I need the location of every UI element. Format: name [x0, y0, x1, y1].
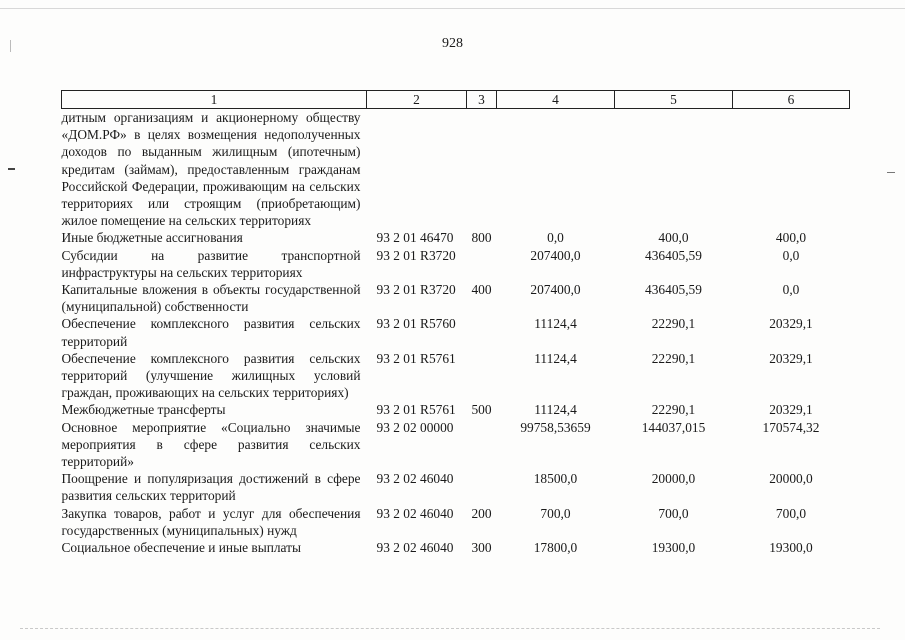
row-code: 93 2 02 46040 [376, 540, 454, 556]
row-value-col6: 700,0 [775, 505, 807, 521]
row-value-col4: 99758,53659 [520, 419, 591, 435]
row-code: 93 2 01 R3720 [376, 282, 456, 298]
row-expense-type [467, 470, 497, 504]
row-value-col5: 400,0 [658, 230, 689, 246]
header-col-2: 2 [367, 91, 467, 109]
row-value-col4: 18500,0 [533, 471, 578, 487]
row-value-col6: 0,0 [782, 247, 800, 263]
row-code [367, 109, 467, 230]
row-name: Капитальные вложения в объекты государственной (муниципальной) собственности [61, 282, 361, 315]
table-row [62, 419, 850, 471]
row-value-col6: 20000,0 [769, 471, 813, 487]
row-name: дитным организациям и акционерному обществу «ДОМ.РФ» в целях возмещения недополученных доходов по выданным жилищным (ипотечным) кредитам (займам), предоставленным гражданам Российской Федерации, проживающим на сельских территориях или строящим (приобретающим) жилое помещение на сельских территориях [61, 110, 361, 229]
table-row [62, 401, 850, 418]
row-value-col5: 19300,0 [651, 540, 696, 556]
row-name: Межбюджетные трансферты [61, 402, 226, 418]
table-row [62, 229, 850, 246]
scan-bottom-edge [20, 628, 880, 629]
row-name: Обеспечение комплексного развития сельских территорий (улучшение жилищных условий граждан, проживающих на сельских территориях) [61, 350, 361, 401]
row-value-col6: 0,0 [782, 282, 800, 298]
row-name: Поощрение и популяризация достижений в сфере развития сельских территорий [61, 471, 361, 504]
row-value-col6: 400,0 [775, 230, 807, 246]
budget-table [61, 90, 850, 556]
row-value-col4: 11124,4 [534, 316, 577, 332]
row-name: Субсидии на развитие транспортной инфраструктуры на сельских территориях [61, 247, 361, 280]
row-name: Обеспечение комплексного развития сельских территорий [61, 316, 361, 349]
header-col-6: 6 [733, 91, 850, 109]
row-value-col6: 170574,32 [762, 419, 820, 435]
row-value-col5: 20000,0 [651, 471, 696, 487]
row-name: Основное мероприятие «Социально значимые мероприятия в сфере развития сельских территорий» [61, 419, 361, 470]
row-value-col4 [497, 109, 615, 230]
row-expense-type [467, 109, 497, 230]
row-name: Иные бюджетные ассигнования [61, 230, 243, 246]
scan-top-edge [0, 8, 905, 9]
row-code: 93 2 02 00000 [376, 419, 454, 435]
row-value-col4: 11124,4 [534, 402, 577, 418]
row-value-col4: 0,0 [547, 230, 564, 246]
row-value-col5: 22290,1 [651, 402, 696, 418]
row-code: 93 2 01 R5761 [376, 402, 456, 418]
table-row [62, 470, 850, 504]
row-value-col5: 436405,59 [645, 247, 702, 263]
row-expense-type: 800 [471, 230, 492, 246]
table-row [62, 109, 850, 230]
table-row [62, 315, 850, 349]
row-name: Социальное обеспечение и иные выплаты [61, 540, 302, 556]
row-value-col6: 20329,1 [769, 316, 813, 332]
row-value-col5 [615, 109, 733, 230]
row-value-col5: 436405,59 [645, 282, 702, 298]
row-expense-type [467, 315, 497, 349]
row-value-col6: 20329,1 [769, 402, 813, 418]
scan-margin-mark-right [887, 172, 895, 173]
table-row [62, 539, 850, 556]
row-value-col6 [733, 109, 850, 230]
row-code: 93 2 01 R5761 [376, 350, 456, 366]
row-value-col4: 700,0 [540, 505, 571, 521]
row-code: 93 2 01 R5760 [376, 316, 456, 332]
row-value-col6: 20329,1 [769, 350, 813, 366]
row-value-col4: 11124,4 [534, 350, 577, 366]
header-col-5: 5 [615, 91, 733, 109]
table-row [62, 505, 850, 539]
header-col-1: 1 [62, 91, 367, 109]
header-col-3: 3 [467, 91, 497, 109]
row-expense-type: 400 [471, 282, 492, 298]
row-expense-type: 200 [471, 505, 492, 521]
row-expense-type [467, 419, 497, 471]
header-col-4: 4 [497, 91, 615, 109]
row-value-col5: 144037,015 [641, 419, 706, 435]
page-number: 928 [442, 36, 463, 51]
row-code: 93 2 02 46040 [376, 471, 454, 487]
row-expense-type: 300 [471, 540, 492, 556]
row-code: 93 2 02 46040 [376, 505, 454, 521]
row-expense-type [467, 350, 497, 402]
scan-margin-mark-left [8, 168, 15, 170]
row-value-col4: 207400,0 [530, 247, 581, 263]
row-expense-type: 500 [471, 402, 492, 418]
row-value-col5: 22290,1 [651, 350, 696, 366]
row-code: 93 2 01 46470 [376, 230, 454, 246]
row-value-col6: 19300,0 [769, 540, 813, 556]
row-name: Закупка товаров, работ и услуг для обеспечения государственных (муниципальных) нужд [61, 505, 361, 538]
row-value-col4: 207400,0 [530, 282, 581, 298]
row-value-col5: 22290,1 [651, 316, 696, 332]
row-value-col5: 700,0 [658, 505, 689, 521]
row-value-col4: 17800,0 [533, 540, 578, 556]
table-row [62, 281, 850, 315]
table-row [62, 247, 850, 281]
header-row [62, 91, 850, 109]
table-row [62, 350, 850, 402]
row-code: 93 2 01 R3720 [376, 247, 456, 263]
row-expense-type [467, 247, 497, 281]
